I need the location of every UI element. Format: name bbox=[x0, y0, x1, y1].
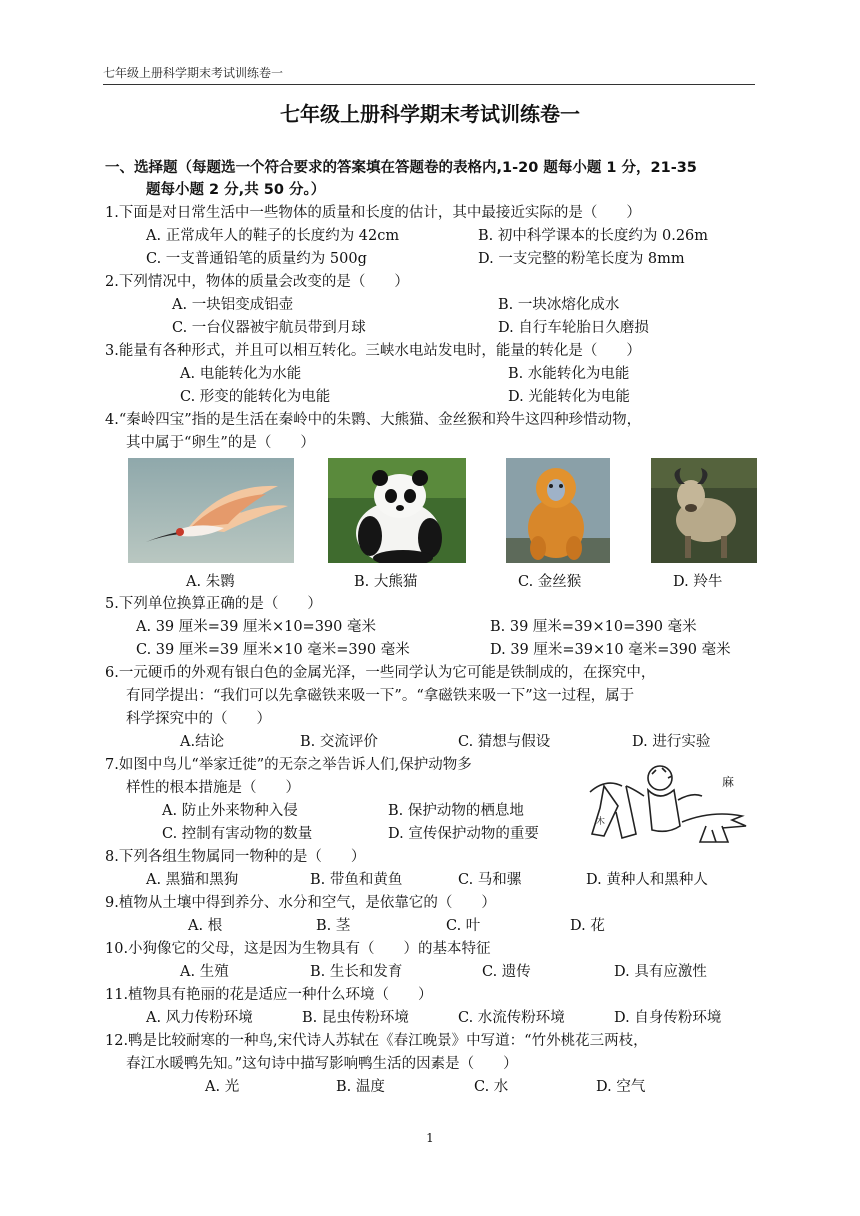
q11-option-d: D. 自身传粉环境 bbox=[614, 1010, 722, 1026]
q8-option-a: A. 黑猫和黑狗 bbox=[146, 872, 239, 888]
q9-option-d: D. 花 bbox=[570, 918, 605, 934]
question-1-stem: 1.下面是对日常生活中一些物体的质量和长度的估计，其中最接近实际的是（ ） bbox=[105, 205, 641, 221]
q8-option-b: B. 带鱼和黄鱼 bbox=[310, 872, 403, 888]
q5-option-c: C. 39 厘米=39 厘米×10 毫米=390 毫米 bbox=[136, 642, 410, 658]
question-10-stem: 10.小狗像它的父母，这是因为生物具有（ ）的基本特征 bbox=[105, 941, 491, 957]
q10-option-a: A. 生殖 bbox=[180, 964, 229, 980]
question-9-stem: 9.植物从土壤中得到养分、水分和空气，是依靠它的（ ） bbox=[105, 895, 496, 911]
q6-option-c: C. 猜想与假设 bbox=[458, 734, 551, 750]
question-3-stem: 3.能量有各种形式，并且可以相互转化。三峡水电站发电时，能量的转化是（ ） bbox=[105, 343, 641, 359]
q10-option-c: C. 遗传 bbox=[482, 964, 531, 980]
running-header: 七年级上册科学期末考试训练卷一 bbox=[103, 64, 755, 85]
q5-option-d: D. 39 厘米=39×10 毫米=390 毫米 bbox=[490, 642, 731, 658]
question-7-stem-2: 样性的根本措施是（ ） bbox=[126, 780, 300, 796]
question-12-stem-1: 12.鸭是比较耐寒的一种鸟,宋代诗人苏轼在《春江晚景》中写道：“竹外桃花三两枝， bbox=[105, 1033, 648, 1049]
q2-option-c: C. 一台仪器被宇航员带到月球 bbox=[172, 320, 366, 336]
question-6-stem-3: 科学探究中的（ ） bbox=[126, 711, 271, 727]
svg-text:木: 木 bbox=[596, 817, 606, 827]
section-heading-2: 题每小题 2 分,共 50 分。） bbox=[146, 182, 326, 198]
q10-option-b: B. 生长和发育 bbox=[310, 964, 403, 980]
q10-option-d: D. 具有应激性 bbox=[614, 964, 707, 980]
question-12-stem-2: 春江水暖鸭先知。”这句诗中描写影响鸭生活的因素是（ ） bbox=[126, 1056, 518, 1072]
q9-option-a: A. 根 bbox=[188, 918, 223, 934]
q11-option-b: B. 昆虫传粉环境 bbox=[302, 1010, 409, 1026]
q11-option-a: A. 风力传粉环境 bbox=[146, 1010, 253, 1026]
q4-option-d: D. 羚牛 bbox=[673, 574, 723, 590]
q7-option-a: A. 防止外来物种入侵 bbox=[162, 803, 298, 819]
q1-option-a: A. 正常成年人的鞋子的长度约为 42cm bbox=[146, 228, 400, 244]
q1-option-b: B. 初中科学课本的长度约为 0.26m bbox=[478, 228, 709, 244]
question-5-stem: 5.下列单位换算正确的是（ ） bbox=[105, 596, 322, 612]
question-2-stem: 2.下列情况中，物体的质量会改变的是（ ） bbox=[105, 274, 409, 290]
q5-option-b: B. 39 厘米=39×10=390 毫米 bbox=[490, 619, 697, 635]
takin-photo bbox=[651, 458, 757, 563]
q9-option-b: B. 茎 bbox=[316, 918, 351, 934]
q4-option-b: B. 大熊猫 bbox=[354, 574, 418, 590]
q8-option-c: C. 马和骡 bbox=[458, 872, 522, 888]
q12-option-b: B. 温度 bbox=[336, 1079, 385, 1095]
q9-option-c: C. 叶 bbox=[446, 918, 481, 934]
q5-option-a: A. 39 厘米=39 厘米×10=390 毫米 bbox=[136, 619, 376, 635]
q3-option-d: D. 光能转化为电能 bbox=[508, 389, 630, 405]
q12-option-a: A. 光 bbox=[205, 1079, 240, 1095]
svg-text:麻: 麻 bbox=[722, 775, 735, 789]
q7-option-b: B. 保护动物的栖息地 bbox=[388, 803, 524, 819]
question-6-stem-1: 6.一元硬币的外观有银白色的金属光泽，一些同学认为它可能是铁制成的，在探究中， bbox=[105, 665, 656, 681]
q7-option-d: D. 宣传保护动物的重要 bbox=[388, 826, 539, 842]
question-4-stem-1: 4.“秦岭四宝”指的是生活在秦岭中的朱鹮、大熊猫、金丝猴和羚牛这四种珍惜动物， bbox=[105, 412, 642, 428]
bird-migration-cartoon bbox=[582, 756, 758, 848]
question-6-stem-2: 有同学提出：“我们可以先拿磁铁来吸一下”。“拿磁铁来吸一下”这一过程，属于 bbox=[126, 688, 635, 704]
page-title: 七年级上册科学期末考试训练卷一 bbox=[280, 102, 580, 126]
crested-ibis-photo bbox=[128, 458, 294, 563]
q1-option-d: D. 一支完整的粉笔长度为 8mm bbox=[478, 251, 685, 267]
q6-option-a: A.结论 bbox=[180, 734, 225, 750]
q4-option-c: C. 金丝猴 bbox=[518, 574, 582, 590]
giant-panda-photo bbox=[328, 458, 466, 563]
question-7-stem-1: 7.如图中鸟儿“举家迁徙”的无奈之举告诉人们,保护动物多 bbox=[105, 757, 472, 773]
question-11-stem: 11.植物具有艳丽的花是适应一种什么环境（ ） bbox=[105, 987, 433, 1003]
q8-option-d: D. 黄种人和黑种人 bbox=[586, 872, 708, 888]
question-8-stem: 8.下列各组生物属同一物种的是（ ） bbox=[105, 849, 366, 865]
q11-option-c: C. 水流传粉环境 bbox=[458, 1010, 565, 1026]
q4-option-a: A. 朱鹮 bbox=[186, 574, 235, 590]
q3-option-b: B. 水能转化为电能 bbox=[508, 366, 630, 382]
q3-option-a: A. 电能转化为水能 bbox=[180, 366, 302, 382]
q12-option-c: C. 水 bbox=[474, 1079, 509, 1095]
question-4-stem-2: 其中属于“卵生”的是（ ） bbox=[126, 435, 315, 451]
q1-option-c: C. 一支普通铅笔的质量约为 500g bbox=[146, 251, 367, 267]
q2-option-a: A. 一块铝变成铝壶 bbox=[172, 297, 294, 313]
q2-option-b: B. 一块冰熔化成水 bbox=[498, 297, 620, 313]
q6-option-d: D. 进行实验 bbox=[632, 734, 711, 750]
q3-option-c: C. 形变的能转化为电能 bbox=[180, 389, 331, 405]
section-heading-1: 一、选择题（每题选一个符合要求的答案填在答题卷的表格内,1-20 题每小题 1 分，21-35 bbox=[105, 160, 697, 176]
q6-option-b: B. 交流评价 bbox=[300, 734, 378, 750]
q7-option-c: C. 控制有害动物的数量 bbox=[162, 826, 313, 842]
q12-option-d: D. 空气 bbox=[596, 1079, 646, 1095]
golden-monkey-photo bbox=[506, 458, 610, 563]
page-number: 1 bbox=[426, 1131, 434, 1145]
q2-option-d: D. 自行车轮胎日久磨损 bbox=[498, 320, 649, 336]
